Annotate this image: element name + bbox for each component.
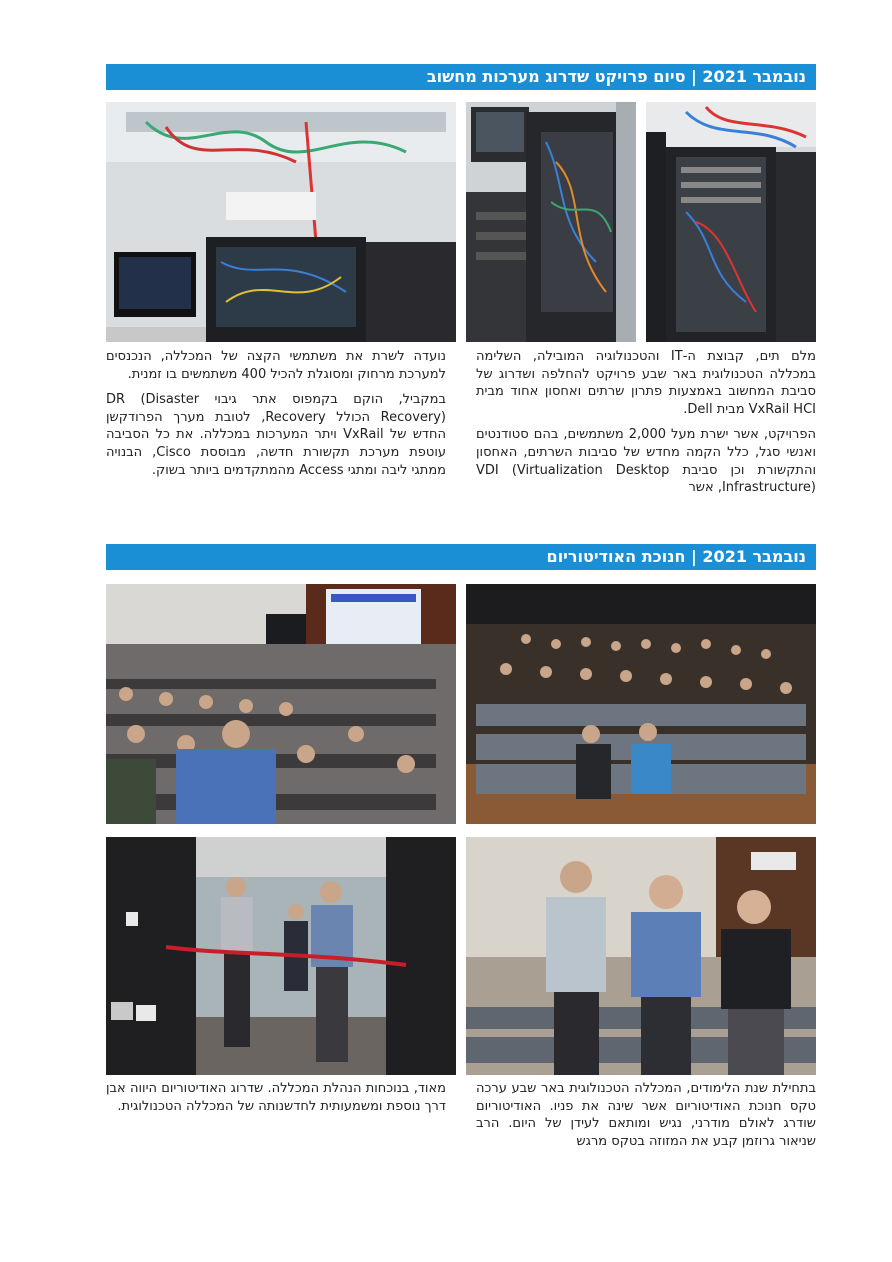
paragraph: נועדה לשרת את משתמשי הקצה של המכללה, הנכנסים למערכת מרחוק ומסוגלת להכיל 400 משתמשים בו זמנית. [106,349,446,382]
ribbon-cutting-photo [106,837,456,1075]
server-room-photo [106,102,456,342]
paragraph: במקביל, הוקם בקמפוס אתר גיבוי DR (Disaster Recovery) הכולל Recovery, לטובת מערך הפרודקשן החדש של VxRail ויתר המערכות במכללה. את כל הסביבה עוטפת מערכת תקשורת חדשה, מבוססת Cisco, הבנויה ממתגי ליבה ומתגי Access מהמתקדמים ביותר בשוק. [106,392,447,478]
server-rack-photo-1 [466,102,636,342]
auditorium-audience-photo [466,584,816,824]
paragraph: מלם תים, קבוצת ה-IT והטכנולוגיה המובילה, השלימה במכללה הטכנולוגית באר שבע פרויקט להחלפה ושדרוג של סביבת המחשוב באמצעות פתרון שרתים ואחסון אחוד מבית VxRail HCI מבית Dell. [476,349,816,417]
officials-group-photo [466,837,816,1075]
paragraph: מאוד, בנוכחות הנהלת המכללה. שדרוג האודיטוריום היווה אבן דרך נוספת ומשמעותית לחדשנותה של המכללה הטכנולוגית. [106,1081,446,1114]
section2-text-right [476,1080,816,1158]
paragraph: הפרויקט, אשר ישרת מעל 2,000 משתמשים, בהם סטודנטים ואנשי סגל, כלל הקמה מחדש של סביבות השרתים, האחסון והתקשורת וכן סביבת VDI (Virtualization Desktop Infrastructure), אשר [476,427,817,496]
server-rack-photo-2 [646,102,816,342]
section2-text-left [106,1080,446,1123]
section-title-systems-upgrade: נובמבר 2021 | סיום פרויקט שדרוג מערכות מחשוב [106,64,816,90]
paragraph: בתחילת שנת הלימודים, המכללה הטכנולוגית באר שבע ערכה טקס חנוכת האודיטוריום אשר שינה את פניו. האודיטוריום שודרג לאולם מודרני, נגיש ומותאם לעידן של היום. הרב שניאור גרוזמן קבע את המזוזה בטקס מרגש [476,1081,816,1149]
auditorium-stage-photo [106,584,456,824]
section-title-auditorium: נובמבר 2021 | חנוכת האודיטוריום [106,544,816,570]
section1-text-right [476,348,816,505]
section1-text-left [106,348,446,487]
